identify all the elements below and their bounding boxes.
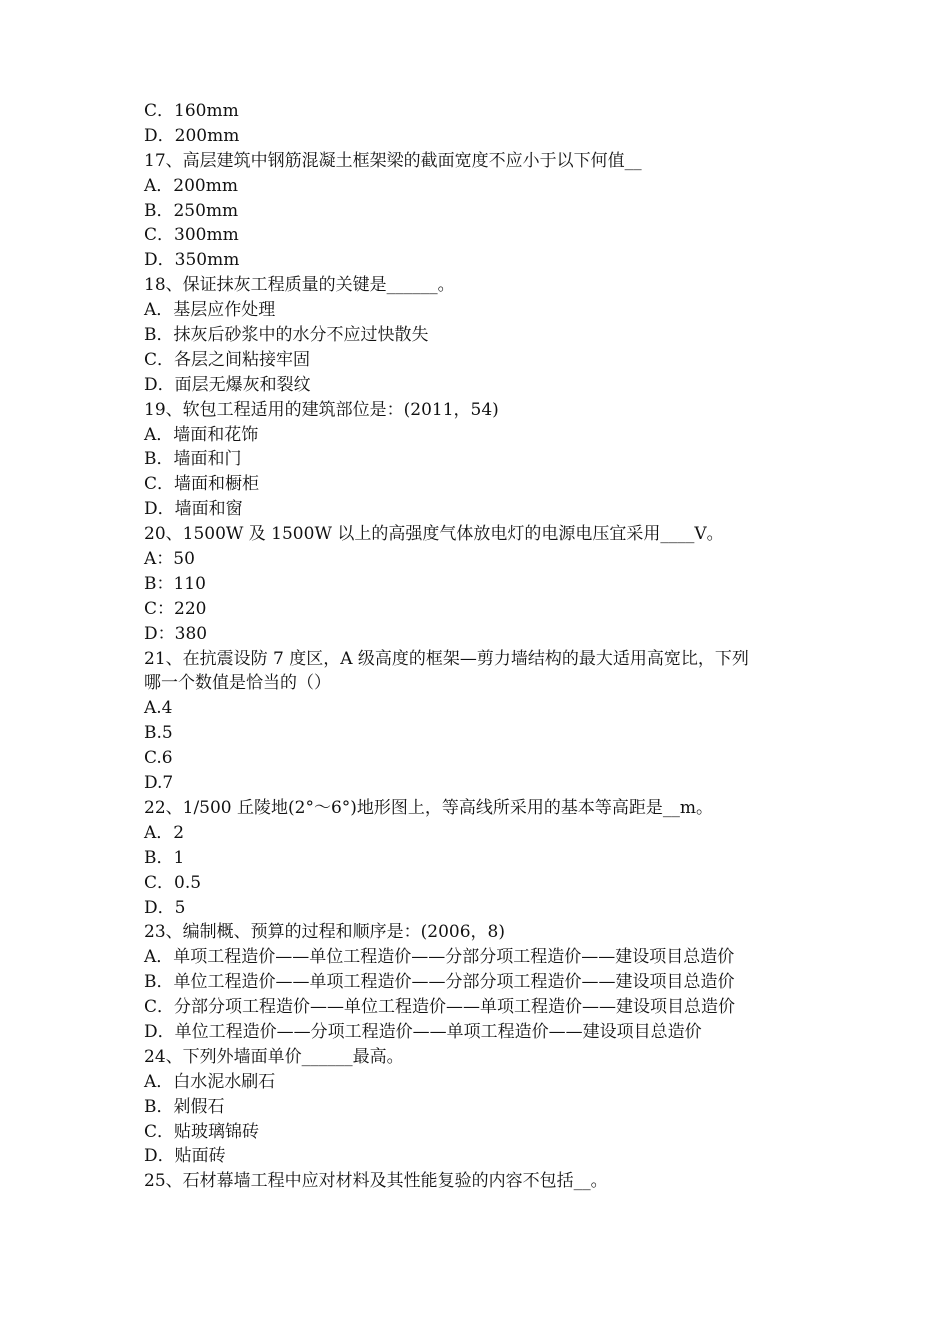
document-page xyxy=(144,99,824,1194)
option-line: A．基层应作处理 xyxy=(144,300,276,321)
option-line: B．抹灰后砂浆中的水分不应过快散失 xyxy=(144,325,429,346)
option-line: A．200mm xyxy=(144,175,238,196)
option-line: A．白水泥水刷石 xyxy=(144,1071,276,1092)
question-line: 20、1500W 及 1500W 以上的高强度气体放电灯的电源电压宜采用____V。 xyxy=(144,524,724,545)
option-line: C．0.5 xyxy=(144,872,202,893)
question-line: 25、石材幕墙工程中应对材料及其性能复验的内容不包括__。 xyxy=(144,1171,608,1192)
option-line: B．250mm xyxy=(144,200,239,221)
option-line: B．单位工程造价——单项工程造价——分部分项工程造价——建设项目总造价 xyxy=(144,972,735,993)
option-line: D：380 xyxy=(144,623,208,644)
option-line: B．墙面和门 xyxy=(144,449,242,470)
question-line: 19、软包工程适用的建筑部位是：(2011，54) xyxy=(144,399,499,420)
option-line: B：110 xyxy=(144,573,206,594)
option-line: C．各层之间粘接牢固 xyxy=(144,349,311,370)
option-line: C．贴玻璃锦砖 xyxy=(144,1121,260,1142)
option-line: D．单位工程造价——分项工程造价——单项工程造价——建设项目总造价 xyxy=(144,1021,702,1042)
question-line: 18、保证抹灰工程质量的关键是______。 xyxy=(144,275,455,296)
option-line: A．单项工程造价——单位工程造价——分部分项工程造价——建设项目总造价 xyxy=(144,947,735,968)
option-line: D．贴面砖 xyxy=(144,1146,226,1167)
option-line: B.5 xyxy=(144,723,173,744)
question-line-continued: 哪一个数值是恰当的（） xyxy=(144,673,331,694)
option-line: D．面层无爆灰和裂纹 xyxy=(144,374,311,395)
option-line: A．墙面和花饰 xyxy=(144,424,259,445)
option-line: A：50 xyxy=(144,549,195,570)
question-line: 21、在抗震设防 7 度区，A 级高度的框架—剪力墙结构的最大适用高宽比，下列 xyxy=(144,648,749,669)
option-line: D.7 xyxy=(144,773,174,794)
option-line: A.4 xyxy=(144,698,173,719)
option-line: C．300mm xyxy=(144,225,239,246)
option-line: B．剁假石 xyxy=(144,1096,225,1117)
question-line: 23、编制概、预算的过程和顺序是：(2006，8) xyxy=(144,922,505,943)
option-line: C：220 xyxy=(144,598,207,619)
option-line: B．1 xyxy=(144,847,185,868)
option-line: A．2 xyxy=(144,822,185,843)
option-line: D．5 xyxy=(144,897,186,918)
option-line: D．墙面和窗 xyxy=(144,499,243,520)
question-line: 24、下列外墙面单价______最高。 xyxy=(144,1046,404,1067)
option-line: D．200mm xyxy=(144,125,240,146)
question-line: 22、1/500 丘陵地(2°～6°)地形图上，等高线所采用的基本等高距是__m。 xyxy=(144,797,714,818)
option-line: D．350mm xyxy=(144,250,240,271)
question-line: 17、高层建筑中钢筋混凝土框架梁的截面宽度不应小于以下何值__ xyxy=(144,150,642,171)
option-line: C．墙面和橱柜 xyxy=(144,474,260,495)
option-line: C.6 xyxy=(144,748,173,769)
option-line: C．160mm xyxy=(144,101,239,121)
option-line: C．分部分项工程造价——单位工程造价——单项工程造价——建设项目总造价 xyxy=(144,997,736,1018)
